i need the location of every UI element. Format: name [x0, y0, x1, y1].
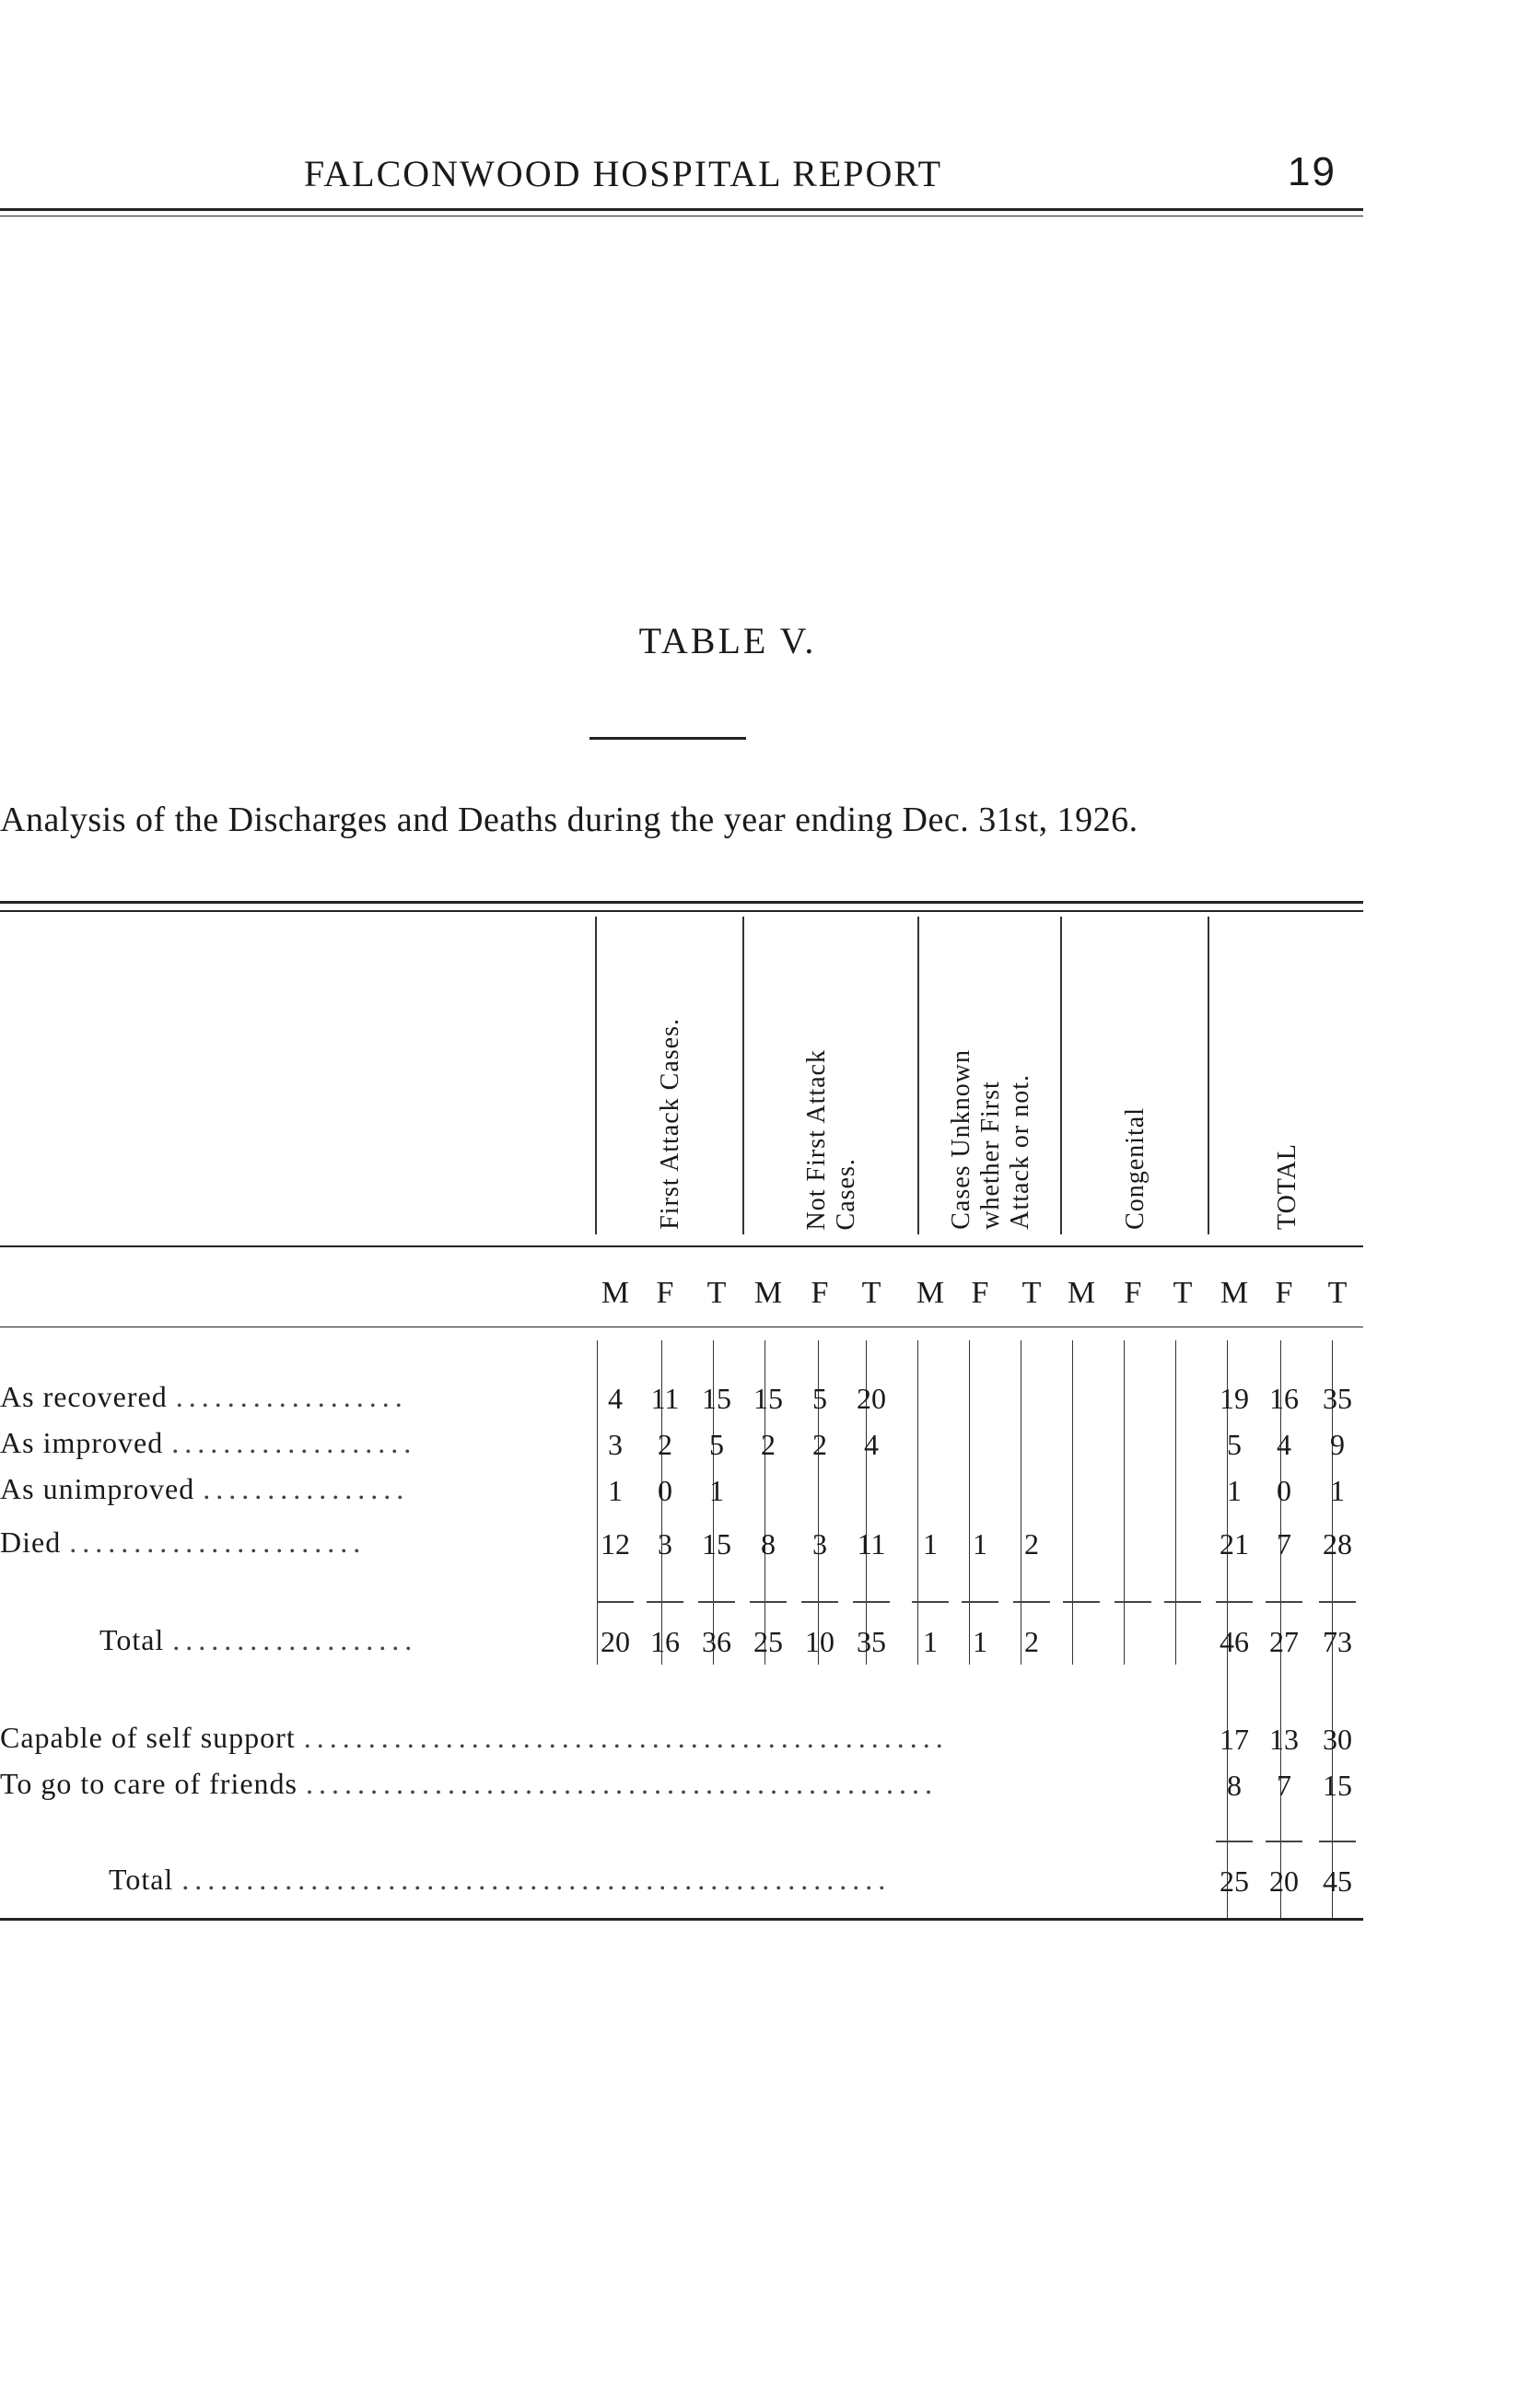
- table-title: TABLE V.: [638, 620, 817, 661]
- table-cell: 21: [1220, 1527, 1249, 1561]
- title-underline: [589, 737, 746, 740]
- table-cell: 46: [1220, 1625, 1249, 1658]
- table-cell: 15: [702, 1527, 731, 1561]
- column-line: [1072, 1340, 1073, 1665]
- table-cell: 30: [1323, 1723, 1352, 1756]
- group-label: Not First Attack Cases.: [802, 1048, 860, 1230]
- table-cell: 3: [812, 1527, 827, 1561]
- table-cell: 5: [1227, 1428, 1242, 1461]
- table-cell: 8: [1227, 1769, 1242, 1802]
- separator-dash: [1319, 1841, 1356, 1842]
- table-cell: 27: [1269, 1625, 1299, 1658]
- table-cell: 2: [1024, 1625, 1039, 1658]
- table-cell: 17: [1220, 1723, 1249, 1756]
- table-cell: 11: [650, 1382, 680, 1415]
- separator-dash: [1013, 1601, 1050, 1603]
- running-header: [0, 138, 1529, 203]
- subheader-m: M: [753, 1276, 783, 1310]
- column-line: [1175, 1340, 1176, 1665]
- table-cell: 20: [857, 1382, 886, 1415]
- table-cell: 1: [923, 1527, 938, 1561]
- table-bottom-rule: [0, 1918, 1363, 1921]
- table-cell: 45: [1323, 1864, 1352, 1898]
- group-label: TOTAL: [1273, 1142, 1301, 1230]
- subheader-f: F: [971, 1276, 989, 1310]
- separator-dash: [801, 1601, 838, 1603]
- row-label-died: Died .......................: [0, 1525, 367, 1559]
- group-divider: [742, 917, 744, 1234]
- table-cell: 3: [658, 1527, 672, 1561]
- row-label-self-support: Capable of self support ..................................................: [0, 1721, 949, 1754]
- subheader-t: T: [861, 1276, 881, 1310]
- table-cell: 1: [973, 1625, 987, 1658]
- table-cell: 13: [1269, 1723, 1299, 1756]
- separator-dash: [912, 1601, 949, 1603]
- group-label: Congenital: [1121, 1107, 1150, 1230]
- row-label-total: Total ...................: [99, 1623, 418, 1656]
- table-cell: 3: [608, 1428, 623, 1461]
- table-cell: 10: [805, 1625, 835, 1658]
- row-label-care-of-friends: To go to care of friends .................................................: [0, 1767, 938, 1800]
- table-cell: 19: [1220, 1382, 1249, 1415]
- table-cell: 28: [1323, 1527, 1352, 1561]
- subheader-m: M: [1220, 1276, 1249, 1310]
- subheader-f: F: [1124, 1276, 1142, 1310]
- separator-dash: [853, 1601, 890, 1603]
- row-label-support-total: Total .......................................................: [109, 1863, 892, 1896]
- table-cell: 16: [650, 1625, 680, 1658]
- separator-dash: [647, 1601, 683, 1603]
- column-line: [969, 1340, 970, 1665]
- table-cell: 11: [857, 1527, 886, 1561]
- separator-dash: [1319, 1601, 1356, 1603]
- table-cell: 2: [658, 1428, 672, 1461]
- table-caption: Analysis of the Discharges and Deaths during the year ending Dec. 31st, 1926.: [0, 801, 1138, 839]
- group-total: [1209, 917, 1366, 1230]
- separator-dash: [597, 1601, 634, 1603]
- subheader-m: M: [1067, 1276, 1096, 1310]
- table-cell: 0: [1277, 1474, 1291, 1507]
- table-cell: 15: [702, 1382, 731, 1415]
- table-cell: 73: [1323, 1625, 1352, 1658]
- table-cell: 5: [812, 1382, 827, 1415]
- subheader-m: M: [916, 1276, 945, 1310]
- page-number: 19: [1288, 149, 1336, 194]
- table-cell: 1: [709, 1474, 724, 1507]
- separator-dash: [1063, 1601, 1100, 1603]
- table-cell: 7: [1277, 1527, 1291, 1561]
- table-cell: 7: [1277, 1769, 1291, 1802]
- separator-dash: [1266, 1841, 1302, 1842]
- table-cell: 1: [923, 1625, 938, 1658]
- group-label: Cases Unknown whether First Attack or not.: [946, 1049, 1034, 1230]
- column-line: [1124, 1340, 1125, 1665]
- table-top-rule: [0, 901, 1363, 904]
- subheader-m: M: [601, 1276, 630, 1310]
- table-cell: 1: [973, 1527, 987, 1561]
- table-cell: 9: [1330, 1428, 1345, 1461]
- header-rule: [0, 208, 1363, 211]
- separator-dash: [1216, 1841, 1253, 1842]
- separator-dash: [1266, 1601, 1302, 1603]
- table-cell: 5: [709, 1428, 724, 1461]
- group-header-rule: [0, 1245, 1363, 1247]
- table-cell: 25: [753, 1625, 783, 1658]
- table-cell: 0: [658, 1474, 672, 1507]
- table-cell: 35: [1323, 1382, 1352, 1415]
- subheader-f: F: [1275, 1276, 1293, 1310]
- table-cell: 2: [812, 1428, 827, 1461]
- separator-dash: [962, 1601, 998, 1603]
- running-title: FALCONWOOD HOSPITAL REPORT: [304, 153, 943, 194]
- table-cell: 12: [601, 1527, 630, 1561]
- group-divider: [595, 917, 597, 1234]
- table-cell: 36: [702, 1625, 731, 1658]
- group-divider: [1208, 917, 1209, 1234]
- column-line: [917, 1340, 918, 1665]
- row-label-unimproved: As unimproved ................: [0, 1472, 410, 1505]
- separator-dash: [750, 1601, 787, 1603]
- subheader-f: F: [811, 1276, 829, 1310]
- group-divider: [1060, 917, 1062, 1234]
- subheader-f: F: [656, 1276, 674, 1310]
- table-cell: 8: [761, 1527, 776, 1561]
- table-cell: 1: [1227, 1474, 1242, 1507]
- table-top-rule-thin: [0, 910, 1363, 912]
- group-divider: [917, 917, 919, 1234]
- table-cell: 4: [864, 1428, 879, 1461]
- table-cell: 15: [753, 1382, 783, 1415]
- table-cell: 2: [761, 1428, 776, 1461]
- separator-dash: [1216, 1601, 1253, 1603]
- table-cell: 16: [1269, 1382, 1299, 1415]
- table-cell: 1: [1330, 1474, 1345, 1507]
- table-cell: 4: [608, 1382, 623, 1415]
- subheader-t: T: [1173, 1276, 1193, 1310]
- row-label-improved: As improved ...................: [0, 1426, 417, 1459]
- table-cell: 35: [857, 1625, 886, 1658]
- table-cell: 20: [1269, 1864, 1299, 1898]
- group-first-attack: [597, 917, 744, 1230]
- group-label: First Attack Cases.: [656, 1018, 684, 1230]
- table-cell: 20: [601, 1625, 630, 1658]
- group-not-first-attack: [744, 917, 919, 1230]
- table-cell: 4: [1277, 1428, 1291, 1461]
- table-cell: 1: [608, 1474, 623, 1507]
- subheader-t: T: [706, 1276, 727, 1310]
- subheader-t: T: [1327, 1276, 1348, 1310]
- subheader-t: T: [1021, 1276, 1042, 1310]
- group-unknown: [919, 917, 1062, 1230]
- row-label-recovered: As recovered ..................: [0, 1380, 408, 1413]
- separator-dash: [698, 1601, 735, 1603]
- separator-dash: [1115, 1601, 1151, 1603]
- table-cell: 25: [1220, 1864, 1249, 1898]
- table-cell: 15: [1323, 1769, 1352, 1802]
- group-congenital: [1062, 917, 1209, 1230]
- separator-dash: [1164, 1601, 1201, 1603]
- table-cell: 2: [1024, 1527, 1039, 1561]
